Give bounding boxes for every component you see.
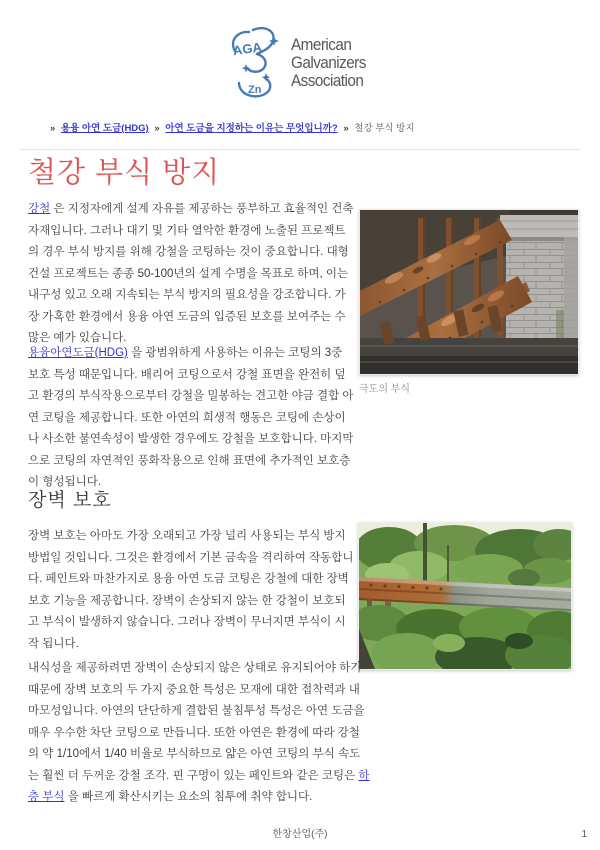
logo-zn-text: Zn [247,84,262,96]
paragraph-corrosion-text-after: 을 빠르게 확산시키는 요소의 침투에 취약 합니다. [64,791,313,803]
org-name [291,36,366,90]
breadcrumb-link-why-specify[interactable]: 아연 도금을 지정하는 이유는 무엇입니까? [165,123,338,134]
org-name-line2: Galvanizers [290,53,366,72]
page-title: 철강 부식 방지 [28,157,221,189]
breadcrumb-separator: » [154,123,160,134]
breadcrumb-current: 철강 부식 방지 [354,123,415,134]
guardrail-image [358,522,572,670]
figure-guardrail [358,522,572,670]
link-underfilm-corrosion[interactable]: 하층 부식 [28,769,370,803]
figure-extreme-corrosion [359,209,579,395]
aga-logo [226,24,374,102]
section-heading-barrier-protection: 장벽 보호 [28,490,112,511]
breadcrumb-separator: » [50,123,56,134]
paragraph-hdg [28,343,354,494]
breadcrumb-separator: » [343,123,349,134]
org-name-line1: American [290,35,352,54]
page-number: 1 [581,829,587,840]
link-hot-dip-galvanizing[interactable]: 용융아연도금(HDG) [28,347,128,359]
aga-logo-icon [226,24,280,102]
breadcrumb [47,120,415,134]
breadcrumb-link-hdg[interactable]: 용융 아연 도금(HDG) [60,123,149,134]
paragraph-corrosion-text-before: 내식성을 제공하려면 장벽이 손상되지 않은 상태로 유지되어야 하기 때문에 장벽 보호의 두 가지 중요한 특성은 모재에 대한 접착력과 내마모성입니다. 아연의 단단하게 결합된 불침투성 특성은 아연 도금을 매우 우수한 차단 코팅으로 만듭니다. 또한 아연은 환경에 따라 강철의 약 1/10에서 1/40 비율로 부식하므로 얇은 아연 코팅의 부식 속도는 훨씬 더 두꺼운 강철 조각. 핀 구멍이 있는 페인트와 같은 코팅은 [28,662,365,782]
paragraph-barrier: 장벽 보호는 아마도 가장 오래되고 가장 널리 사용되는 부식 방지 방법일 것입니다. 그것은 환경에서 기본 금속을 격리하여 작동합니다. 페인트와 마찬가지로 용융 아연 도금 코팅은 강철에 대한 장벽 보호 기능을 제공합니다. 장벽이 손상되지 않는 한 강철이 보호되고 부식이 발생하지 않습니다. 그러나 장벽이 무너지면 부식이 시작 됩니다. [28,530,354,650]
paragraph-hdg-text: 을 광범위하게 사용하는 이유는 코팅의 3중 보호 특성 때문입니다. 배리어 코팅으로서 강철 표면을 완전히 덮고 환경의 부식작용으로부터 강철을 밀봉하는 견고한 야금 결합 아연 코팅을 제공합니다. 또한 아연의 희생적 행동은 코팅에 손상이나 사소한 불연속성이 발생한 경우에도 강철을 보호합니다. 마지막으로 코팅의 자연적인 풍화작용으로 인해 표면에 추가적인 보호층이 형성됩니다. [28,347,354,488]
figure-caption-extreme-corrosion: 극도의 부식 [359,384,411,395]
paragraph-corrosion-resistance [28,658,370,809]
bridge-corrosion-image [359,209,579,375]
link-steel[interactable]: 강철 [28,203,51,215]
paragraph-intro [28,199,354,350]
paragraph-intro-text: 은 지정자에게 설계 자유를 제공하는 풍부하고 효율적인 건축 자재입니다. 그러나 대기 및 기타 열악한 환경에 노출된 프로젝트의 경우 부식 방지를 위해 강철을 코팅하는 것이 중요합니다. 대형 건설 프로젝트는 종종 50-100년의 설계 수명을 목표로 하며, 이는 내구성 있고 오래 지속되는 부식 방지의 필요성을 강조합니다. 가장 가혹한 환경에서 용융 아연 도금의 입증된 보호를 보여주는 수많은 예가 있습니다. [28,203,354,344]
header-divider [20,149,580,150]
footer-company: 한창산업(주) [272,829,328,840]
header [0,24,600,102]
logo-acronym-text: AGA [231,39,263,59]
org-name-line3: Association [290,71,364,90]
